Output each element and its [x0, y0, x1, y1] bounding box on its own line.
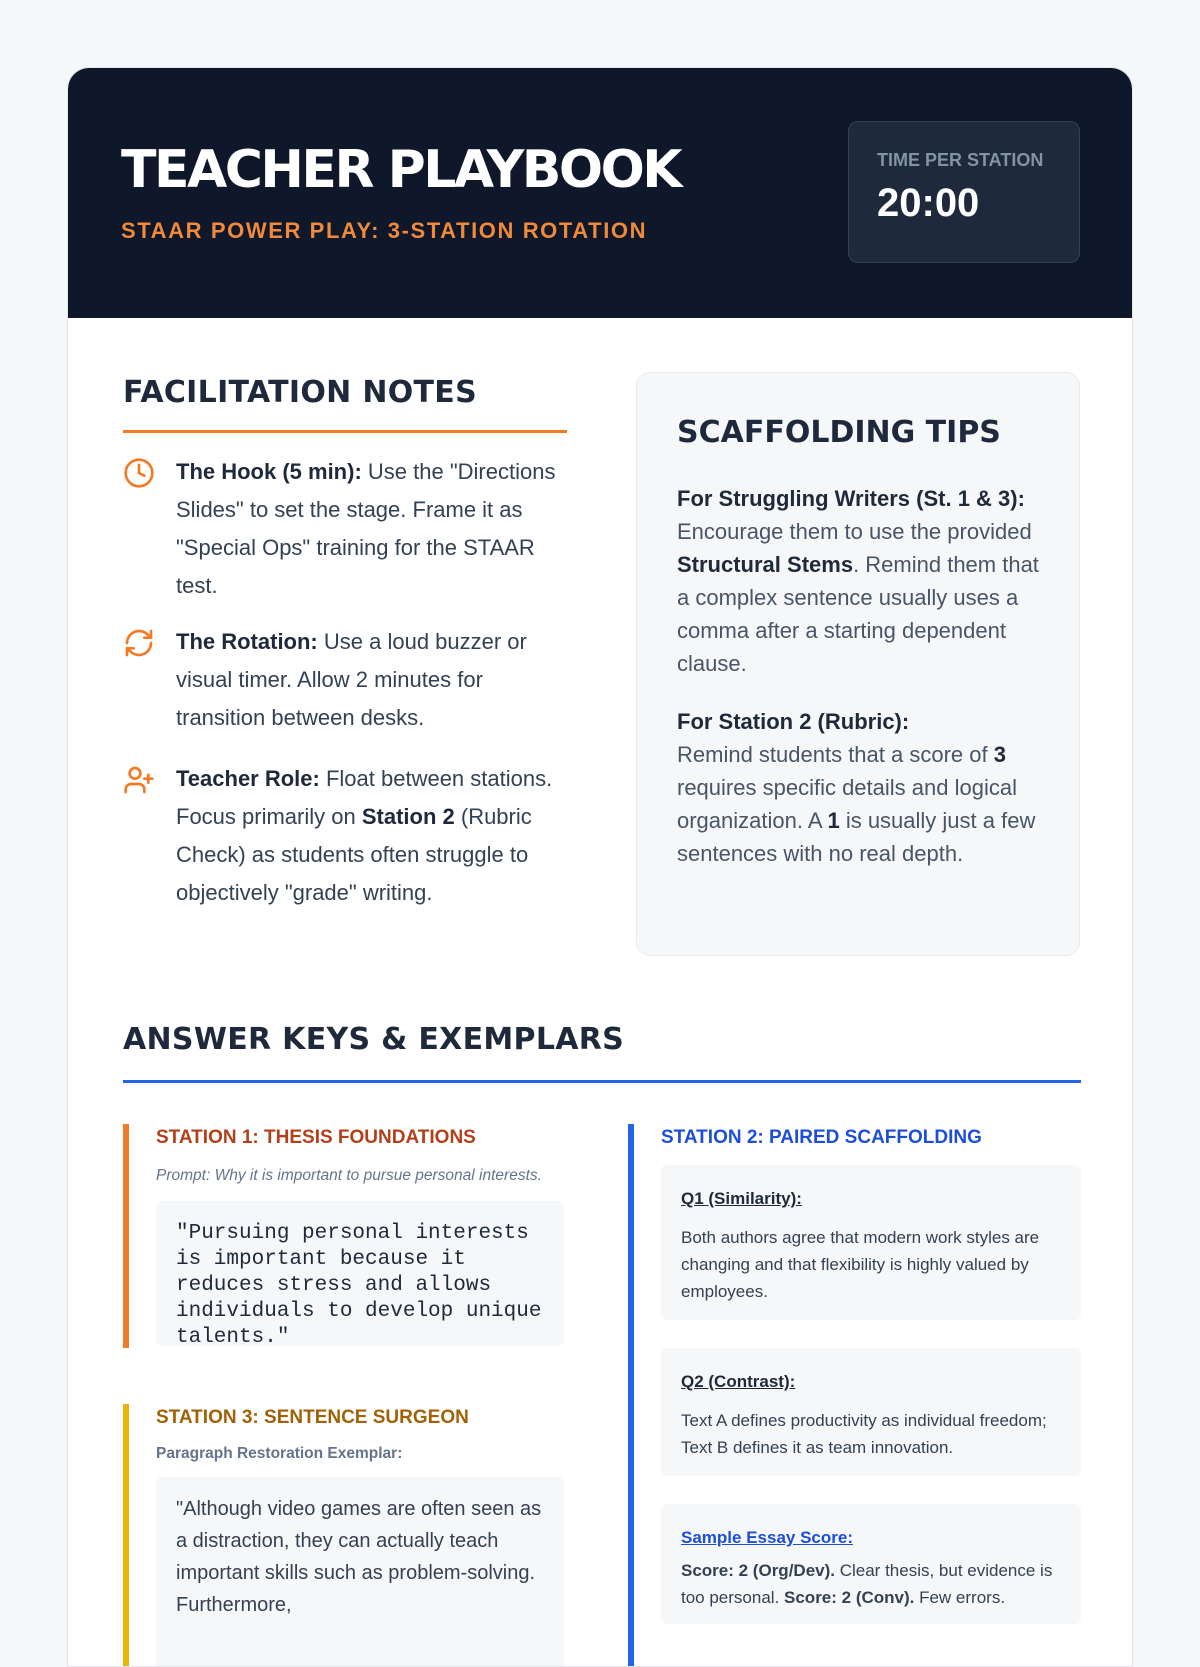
- station-timer: [848, 121, 1080, 263]
- tip2-text-end: is usually just a few sentences with no real depth.: [677, 808, 1036, 866]
- station-1-card: [123, 1124, 564, 1348]
- header-banner: [68, 68, 1132, 318]
- tip-station-2: [677, 705, 1039, 870]
- station-3-accent: [123, 1404, 129, 1667]
- tip1-text-end: . Remind them that a complex sentence usually uses a comma after a starting dependent clause.: [677, 552, 1039, 676]
- note-hook-text: Use the "Directions Slides" to set the stage. Frame it as "Special Ops" training for the STAAR test.: [176, 459, 556, 598]
- score-org-dev-text: Clear thesis, but evidence is too personal.: [681, 1561, 1053, 1607]
- station-2-accent: [628, 1124, 634, 1667]
- tip2-text-mid: requires specific details and logical organization. A: [677, 775, 1017, 833]
- note-role-lead: Teacher Role:: [176, 766, 320, 791]
- station-2-card: [628, 1124, 1081, 1667]
- answers-divider: [123, 1080, 1081, 1083]
- tip2-text: Remind students that a score of: [677, 742, 994, 767]
- sample-essay-box: [661, 1504, 1081, 1624]
- facilitation-divider: [123, 430, 567, 433]
- page-title: TEACHER PLAYBOOK: [121, 140, 681, 200]
- q1-heading: Q1 (Similarity):: [681, 1189, 802, 1208]
- sample-essay-scores: [681, 1557, 1061, 1611]
- playbook-card: [67, 67, 1133, 1667]
- scaffolding-title: SCAFFOLDING TIPS: [677, 415, 1001, 450]
- note-hook-lead: The Hook (5 min):: [176, 459, 362, 484]
- note-hook: [123, 453, 573, 605]
- note-rotation: [123, 623, 573, 737]
- tip2-score-3: 3: [993, 742, 1006, 767]
- tip2-lead: For Station 2 (Rubric):: [677, 709, 910, 734]
- scaffolding-panel: [636, 372, 1080, 956]
- station-3-card: [123, 1404, 564, 1667]
- note-role-text: Float between stations. Focus primarily on: [176, 766, 553, 829]
- note-teacher-role: [123, 760, 573, 912]
- station-1-exemplar: "Pursuing personal interests is important because it reduces stress and allows individuals to develop unique talents.": [156, 1201, 564, 1346]
- q2-heading: Q2 (Contrast):: [681, 1372, 796, 1391]
- note-role-text-end: (Rubric Check) as students often struggle to objectively "grade" writing.: [176, 804, 532, 905]
- tip-struggling-writers: [677, 482, 1039, 680]
- answers-title: ANSWER KEYS & EXEMPLARS: [123, 1022, 625, 1057]
- facilitation-title: FACILITATION NOTES: [123, 375, 478, 410]
- station-3-subheading: Paragraph Restoration Exemplar:: [156, 1445, 403, 1462]
- station-1-heading: STATION 1: THESIS FOUNDATIONS: [156, 1127, 476, 1148]
- station-1-prompt: Prompt: Why it is important to pursue personal interests.: [156, 1167, 542, 1184]
- station-3-heading: STATION 3: SENTENCE SURGEON: [156, 1407, 469, 1428]
- sample-essay-link[interactable]: Sample Essay Score:: [681, 1528, 853, 1547]
- timer-label: TIME PER STATION: [877, 150, 1044, 170]
- score-conv: Score: 2 (Conv).: [784, 1588, 915, 1607]
- q1-answer: Both authors agree that modern work styles are changing and that flexibility is highly valued by employees.: [681, 1228, 1040, 1301]
- station-3-exemplar: "Although video games are often seen as a distraction, they can actually teach important skills such as problem-solving. Furthermore,: [156, 1477, 564, 1667]
- tip1-lead: For Struggling Writers (St. 1 & 3):: [677, 486, 1025, 511]
- score-org-dev: Score: 2 (Org/Dev).: [681, 1561, 835, 1580]
- q2-answer: Text A defines productivity as individual freedom; Text B defines it as team innovation.: [681, 1411, 1047, 1457]
- user-plus-icon: [123, 764, 155, 796]
- tip1-text: Encourage them to use the provided: [677, 519, 1032, 544]
- timer-value: 20:00: [877, 181, 980, 225]
- station-1-accent: [123, 1124, 129, 1348]
- note-rotation-text: Use a loud buzzer or visual timer. Allow 2 minutes for transition between desks.: [176, 629, 527, 730]
- q2-box: [661, 1348, 1081, 1476]
- q1-box: [661, 1165, 1081, 1320]
- page-subtitle: STAAR POWER PLAY: 3-STATION ROTATION: [121, 218, 648, 243]
- clock-icon: [123, 457, 155, 489]
- station-2-heading: STATION 2: PAIRED SCAFFOLDING: [661, 1127, 982, 1148]
- score-conv-text: Few errors.: [914, 1588, 1006, 1607]
- tip1-emphasis: Structural Stems: [677, 552, 854, 577]
- tip2-score-1: 1: [827, 808, 840, 833]
- note-rotation-lead: The Rotation:: [176, 629, 318, 654]
- refresh-icon: [123, 627, 155, 659]
- note-role-emphasis: Station 2: [361, 804, 455, 829]
